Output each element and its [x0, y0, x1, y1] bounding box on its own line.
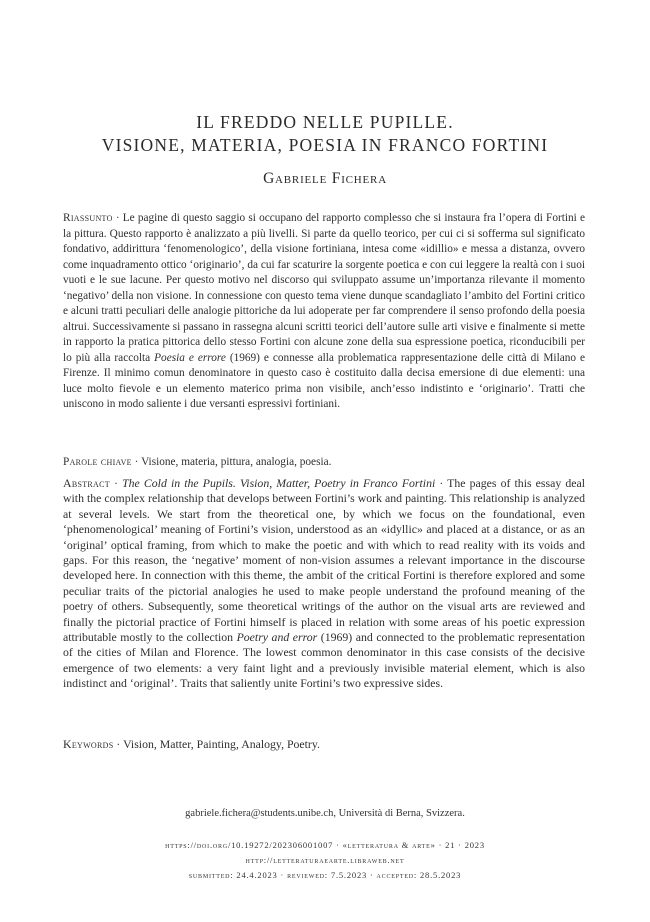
riassunto-paragraph — [63, 211, 585, 413]
parole-chiave-label: Parole chiave — [63, 456, 132, 468]
riassunto-text-2: (1969) e connesse alla problematica rappresentazione delle città di Milano e Firenze. Il minimo comun denominatore in questo caso è costituito dalla decisa emersione di due elementi: una luce molto fievole e un elemento materico prima non visibile, anch’esso indistinto e ‘originario’. Tratti che uniscono in modo saliente i due versanti espressivi fortiniani. — [63, 351, 586, 410]
abstract-english-title: The Cold in the Pupils. Vision, Matter, Poetry in Franco Fortini — [122, 476, 436, 490]
abstract-text-1: · The pages of this essay deal with the complex relationship that develops between Fortini’s work and painting. This relationship is analyzed at several levels. We start from the theoretical one, by which we focus on the foundational, even ‘phenomenological’ meaning of Fortini’s vision, understood as an «idyllic» and placed at a distance, or as an ‘original’ optical framing, from which to make the poetic and with which to read reality with its voids and gaps. For this reason, the ‘negative’ moment of non-vision assumes a relevant importance in the discourse developed here. In connection with this theme, the ambit of the critical Fortini is therefore explored and some peculiar traits of the pictorial analogies he used to make people understand the profound meaning of the poetry of others. Subsequently, some theoretical writings of the author on the visual arts are reviewed and finally the pictorial practice of Fortini himself is placed in relation with some areas of his poetic expression attributable mostly to the collection — [63, 476, 585, 645]
abstract-italic-title: Poetry and error — [236, 630, 318, 645]
author-name: Gabriele Fichera — [263, 170, 387, 187]
abstract-separator: · — [109, 476, 123, 490]
abstract-label: Abstract — [63, 476, 110, 490]
article-title-line-2: VISIONE, MATERIA, POESIA IN FRANCO FORTINI — [101, 135, 549, 155]
riassunto-separator: · — [112, 212, 123, 224]
keywords-label: Keywords — [63, 737, 114, 751]
parole-chiave-separator: · — [131, 456, 142, 468]
abstract-paragraph — [63, 476, 585, 692]
abstract-text-2: (1969) and connected to the problematic representation of the cities of Milan and Florence. The lowest common denominator in this case consists of the decisive emergence of two elements: a very faint light and a previously invisible material element, which is also indistinct and ‘original’. Traits that saliently unite Fortini’s two expressive sides. — [63, 630, 585, 691]
parole-chiave-text: Visione, materia, pittura, analogia, poesia. — [141, 456, 332, 468]
keywords-separator: · — [113, 737, 124, 751]
riassunto-label: Riassunto — [63, 212, 113, 224]
submission-dates: submitted: 24.4.2023 · reviewed: 7.5.2023 · accepted: 28.5.2023 — [188, 870, 462, 880]
riassunto-italic-title: Poesia e errore — [154, 351, 226, 364]
riassunto-text-1: Le pagine di questo saggio si occupano del rapporto complesso che si instaura fra l’opera di Fortini e la pittura. Questo rapporto è analizzato a più livelli. Si parte da quello teorico, per cui ci si sofferma sul significato fondativo, addirittura ‘fenomenologico’, della visione fortiniana, intesa come «idillio» e messa a distanza, ovvero come inquadramento ottico ‘originario’, da cui far scaturire la sorgente poetica e con cui leggere la realtà con i suoi vuoti e le sue lacune. Per questo motivo nel discorso qui sviluppato assume un’importanza rilevante il momento ‘negativo’ della non visione. In connessione con questo tema viene dunque scandagliato l’ambito del Fortini critico e alcuni tratti peculiari delle analogie pittoriche da lui adoperate per far comprendere il senso profondo della poesia altrui. Successivamente si passano in rassegna alcuni scritti teorici dell’autore sulle arti visive e finalmente si mette in rapporto la pratica pittorica dello stesso Fortini con alcune zone della sua espressione poetica, riconducibili per lo più alla raccolta — [63, 212, 585, 364]
parole-chiave-line — [63, 455, 585, 470]
doi-journal-line: https://doi.org/10.19272/202306001007 · «letteratura & arte» · 21 · 2023 — [165, 840, 485, 850]
keywords-line — [63, 737, 585, 752]
journal-url: http://letteraturaearte.libraweb.net — [245, 855, 405, 865]
keywords-text: Vision, Matter, Painting, Analogy, Poetry. — [123, 737, 320, 751]
author-email-affiliation: gabriele.fichera@students.unibe.ch, Università di Berna, Svizzera. — [185, 808, 465, 819]
article-title-line-1: IL FREDDO NELLE PUPILLE. — [196, 112, 454, 132]
